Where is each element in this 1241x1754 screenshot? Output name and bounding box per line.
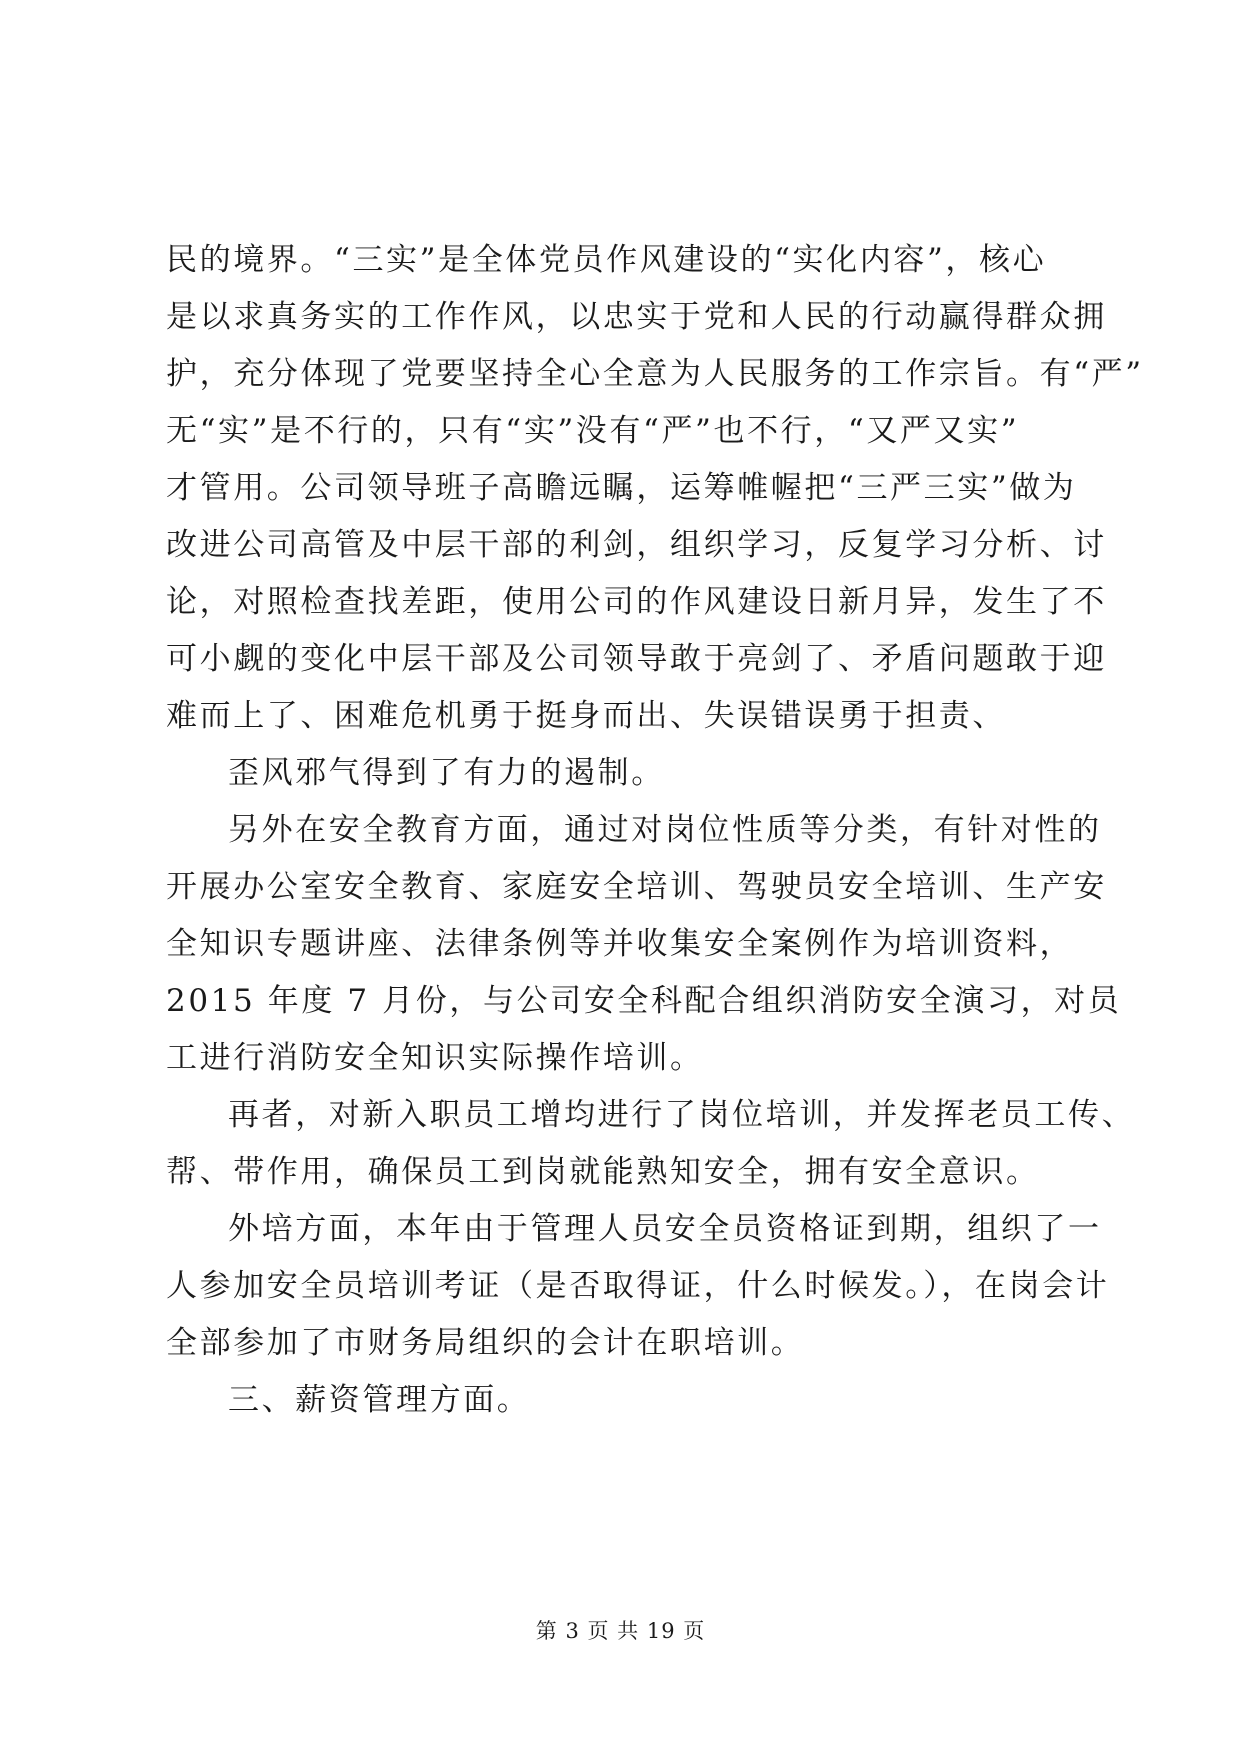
text-line: 人参加安全员培训考证（是否取得证，什么时候发。），在岗会计 (166, 1268, 1110, 1304)
text-line: 工进行消防安全知识实际操作培训。 (166, 1040, 704, 1076)
text-line: 民的境界。“三实”是全体党员作风建设的“实化内容”，核心 (166, 242, 1047, 278)
text-line: 2015 年度 7 月份，与公司安全科配合组织消防安全演习，对员 (166, 983, 1122, 1019)
text-line: 全部参加了市财务局组织的会计在职培训。 (166, 1325, 805, 1361)
paragraph-line: 歪风邪气得到了有力的遏制。 (228, 755, 665, 791)
text-line: 改进公司高管及中层干部的利剑，组织学习，反复学习分析、讨 (166, 527, 1107, 563)
text-line: 无“实”是不行的，只有“实”没有“严”也不行，“又严又实” (166, 413, 1020, 449)
text-line: 帮、带作用，确保员工到岗就能熟知安全，拥有安全意识。 (166, 1154, 1040, 1190)
section-heading: 三、薪资管理方面。 (228, 1382, 531, 1418)
text-line: 论，对照检查找差距，使用公司的作风建设日新月异，发生了不 (166, 584, 1107, 620)
text-line: 是以求真务实的工作作风，以忠实于党和人民的行动赢得群众拥 (166, 299, 1107, 335)
text-line: 全知识专题讲座、法律条例等并收集安全案例作为培训资料， (166, 926, 1074, 962)
paragraph-line: 另外在安全教育方面，通过对岗位性质等分类，有针对性的 (228, 812, 1102, 848)
paragraph-line: 再者，对新入职员工增均进行了岗位培训，并发挥老员工传、 (228, 1097, 1136, 1133)
text-line: 可小觑的变化中层干部及公司领导敢于亮剑了、矛盾问题敢于迎 (166, 641, 1107, 677)
text-line: 护，充分体现了党要坚持全心全意为人民服务的工作宗旨。有“严” (166, 356, 1144, 392)
paragraph-line: 外培方面，本年由于管理人员安全员资格证到期，组织了一 (228, 1211, 1102, 1247)
text-line: 开展办公室安全教育、家庭安全培训、驾驶员安全培训、生产安 (166, 869, 1107, 905)
text-line: 才管用。公司领导班子高瞻远瞩，运筹帷幄把“三严三实”做为 (166, 470, 1077, 506)
text-line: 难而上了、困难危机勇于挺身而出、失误错误勇于担责、 (166, 698, 1006, 734)
page-number-footer: 第 3 页 共 19 页 (535, 1619, 706, 1643)
